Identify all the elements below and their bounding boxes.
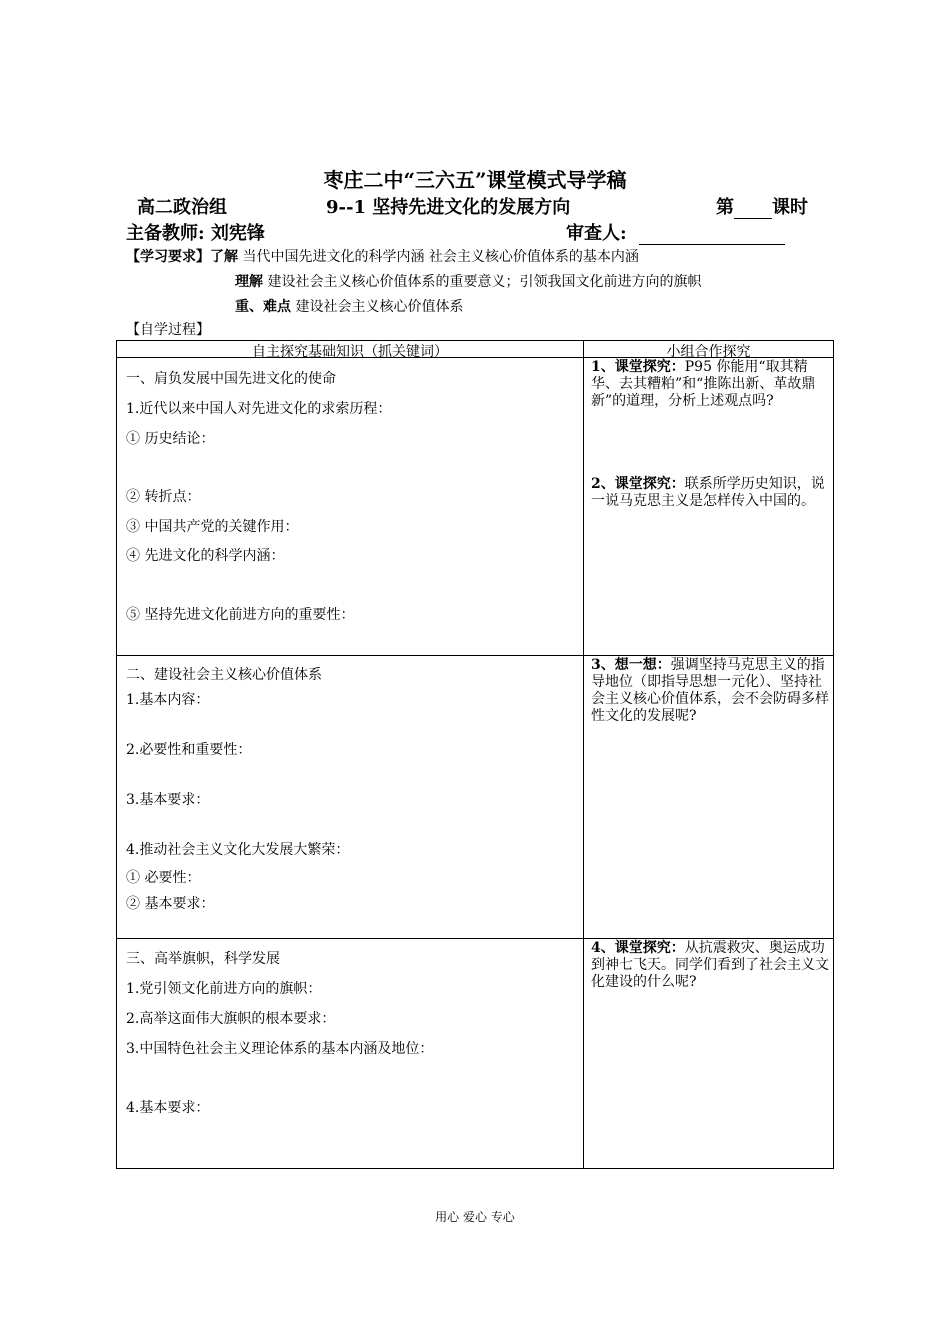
key-label: 重、难点 [235,299,291,315]
question-4-text: 从抗震救灾、奥运成功到神七飞天。同学们看到了社会主义文化建设的什么呢? [591,940,829,990]
column-header-left: 自主探究基础知识（抓关键词） [252,344,448,360]
list-item: 3.基本要求： [126,792,210,808]
question-2-label: 2、课堂探究： [591,476,685,492]
question-4 [591,940,829,991]
reviewer-field [566,219,785,245]
list-item: 4.基本要求： [126,1100,210,1116]
table-column-divider [583,340,584,1169]
reviewer-blank [639,226,785,245]
requirements-comprehend [235,271,701,291]
list-item: ③ 中国共产党的关键作用： [126,519,299,535]
list-item: ① 历史结论： [126,431,215,447]
understand-text: 当代中国先进文化的科学内涵 社会主义核心价值体系的基本内涵 [238,249,639,265]
group-name: 高二政治组 [137,197,227,218]
list-item: ② 转折点： [126,489,201,505]
comprehend-label: 理解 [235,274,263,290]
period-prefix: 第 [716,197,734,218]
list-item: 1.基本内容： [126,692,210,708]
page-footer: 用心 爱心 专心 [435,1210,515,1224]
comprehend-text: 建设社会主义核心价值体系的重要意义；引领我国文化前进方向的旗帜 [263,274,702,290]
question-2-text: 联系所学历史知识，说一说马克思主义是怎样传入中国的。 [591,476,825,509]
list-item: ⑤ 坚持先进文化前进方向的重要性： [126,607,355,623]
list-item: ④ 先进文化的科学内涵： [126,548,285,564]
question-3-text: 强调坚持马克思主义的指导地位（即指导思想一元化）、坚持社会主义核心价值体系，会不会防碍多样性文化的发展呢? [591,657,829,724]
page-title: 枣庄二中“三六五”课堂模式导学稿 [323,168,627,192]
question-1 [591,359,829,410]
period-blank [734,200,772,219]
teacher-name: 主备教师: 刘宪锋 [126,223,265,244]
period-suffix: 课时 [772,197,808,218]
question-1-text: P95 你能用“取其精华、去其糟粕”和“推陈出新、革故鼎新”的道理，分析上述观点吗? [591,359,816,409]
list-item: 2.必要性和重要性： [126,742,252,758]
question-3-label: 3、想一想： [591,657,671,673]
requirements-label: 【学习要求】 [126,249,210,265]
column-header-right: 小组合作探究 [666,344,751,360]
question-4-label: 4、课堂探究： [591,940,685,956]
question-3 [591,657,829,725]
table-border-bottom [116,1168,834,1169]
section-label: 【自学过程】 [126,322,210,338]
list-item: ② 基本要求： [126,896,215,912]
list-item: 3.中国特色社会主义理论体系的基本内涵及地位： [126,1041,434,1057]
table-row-divider-1 [116,655,834,656]
reviewer-label: 审查人: [566,223,627,244]
lesson-title: 9--1 坚持先进文化的发展方向 [326,197,571,218]
table-border-right [833,340,834,1169]
list-item: 4.推动社会主义文化大发展大繁荣： [126,842,350,858]
list-item: 1.党引领文化前进方向的旗帜： [126,981,322,997]
block1-heading: 一、肩负发展中国先进文化的使命 [126,371,336,387]
table-border-left [116,340,117,1169]
list-item: 1.近代以来中国人对先进文化的求索历程： [126,401,392,417]
requirements-understand [126,246,639,266]
period-field [716,193,808,219]
question-1-label: 1、课堂探究： [591,359,685,375]
requirements-key [235,296,463,316]
table-row-divider-2 [116,938,834,939]
understand-label: 了解 [210,249,238,265]
block2-heading: 二、建设社会主义核心价值体系 [126,667,322,683]
block3-heading: 三、高举旗帜，科学发展 [126,951,280,967]
list-item: ① 必要性： [126,870,201,886]
key-text: 建设社会主义核心价值体系 [291,299,464,315]
list-item: 2.高举这面伟大旗帜的根本要求： [126,1011,336,1027]
question-2 [591,476,829,510]
